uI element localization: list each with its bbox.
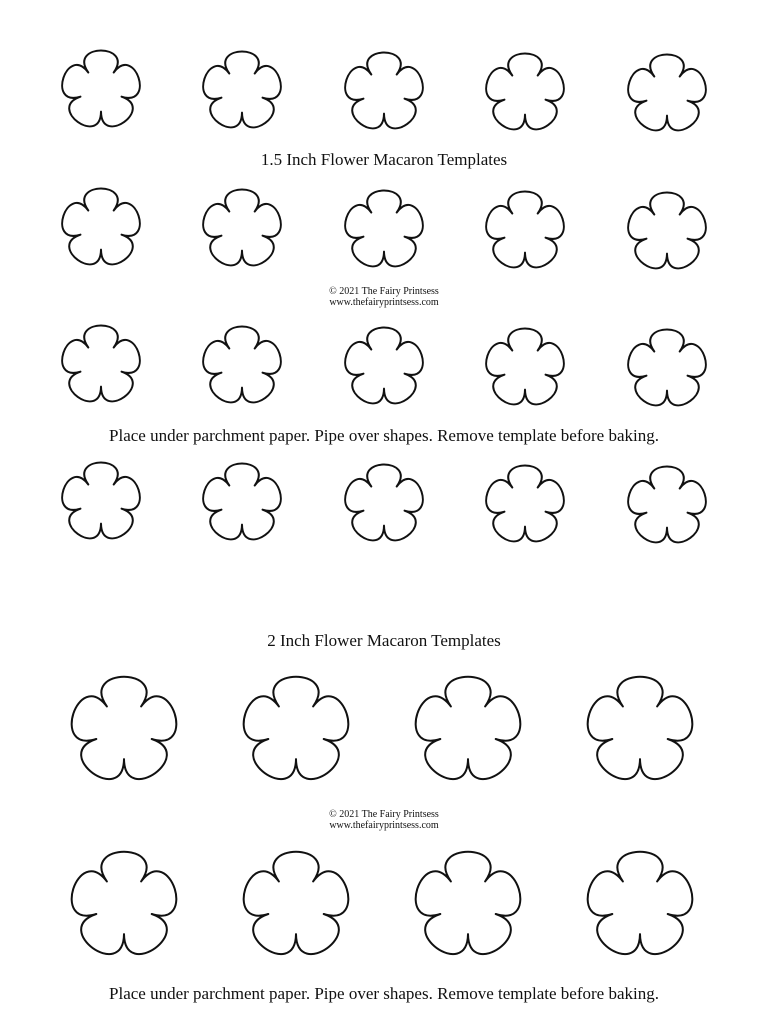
large-section-title: 2 Inch Flower Macaron Templates — [267, 631, 501, 650]
small-section-instructions: Place under parchment paper. Pipe over shapes. Remove template before baking. — [109, 426, 659, 445]
large-flower-template — [588, 852, 693, 954]
large-flower-template — [72, 677, 177, 779]
flower-outline-icon — [588, 677, 693, 779]
flower-outline-icon — [203, 464, 281, 540]
flower-outline-icon — [486, 54, 564, 130]
small-flower-template — [345, 328, 423, 404]
small-flower-template — [203, 464, 281, 540]
small-section-copyright: © 2021 The Fairy Printsess — [329, 286, 439, 297]
small-flower-template — [203, 190, 281, 266]
small-flower-template — [62, 463, 140, 539]
flower-outline-icon — [62, 189, 140, 265]
flower-outline-icon — [203, 190, 281, 266]
flower-outline-icon — [345, 53, 423, 129]
small-flower-template — [486, 54, 564, 130]
small-flower-template — [203, 327, 281, 403]
small-flower-template — [62, 189, 140, 265]
small-flower-template — [486, 466, 564, 542]
flower-outline-icon — [416, 677, 521, 779]
large-flower-template — [244, 677, 349, 779]
flower-outline-icon — [62, 326, 140, 402]
small-flower-template — [62, 326, 140, 402]
flower-outline-icon — [62, 51, 140, 127]
flower-outline-icon — [345, 465, 423, 541]
flower-outline-icon — [72, 677, 177, 779]
large-section-instructions: Place under parchment paper. Pipe over shapes. Remove template before baking. — [109, 984, 659, 1003]
small-section-title: 1.5 Inch Flower Macaron Templates — [260, 150, 508, 169]
flower-outline-icon — [486, 192, 564, 268]
large-section-website: www.thefairyprintsess.com — [329, 820, 439, 831]
flower-outline-icon — [203, 327, 281, 403]
flower-outline-icon — [72, 852, 177, 954]
flower-outline-icon — [345, 328, 423, 404]
flower-outline-icon — [203, 52, 281, 128]
small-flower-template — [628, 193, 706, 269]
flower-outline-icon — [244, 677, 349, 779]
large-flower-template — [416, 852, 521, 954]
small-flower-template — [628, 55, 706, 131]
small-flower-template — [345, 53, 423, 129]
flower-outline-icon — [588, 852, 693, 954]
small-flower-template — [486, 192, 564, 268]
flower-outline-icon — [628, 193, 706, 269]
flower-outline-icon — [628, 330, 706, 406]
flower-outline-icon — [416, 852, 521, 954]
large-section-copyright: © 2021 The Fairy Printsess — [329, 809, 439, 820]
large-flower-template — [72, 852, 177, 954]
small-flower-template — [203, 52, 281, 128]
small-flower-template — [345, 465, 423, 541]
small-flower-template — [628, 467, 706, 543]
flower-outline-icon — [486, 466, 564, 542]
flower-outline-icon — [345, 191, 423, 267]
large-section-credit — [0, 809, 768, 831]
flower-outline-icon — [628, 467, 706, 543]
large-flower-template — [416, 677, 521, 779]
flower-outline-icon — [628, 55, 706, 131]
small-flower-template — [345, 191, 423, 267]
large-flower-template — [588, 677, 693, 779]
flower-outline-icon — [486, 329, 564, 405]
small-section-credit — [0, 286, 768, 308]
small-flower-template — [62, 51, 140, 127]
flower-outline-icon — [244, 852, 349, 954]
flower-outline-icon — [62, 463, 140, 539]
small-flower-template — [486, 329, 564, 405]
large-flower-template — [244, 852, 349, 954]
small-flower-template — [628, 330, 706, 406]
small-section-website: www.thefairyprintsess.com — [329, 297, 439, 308]
